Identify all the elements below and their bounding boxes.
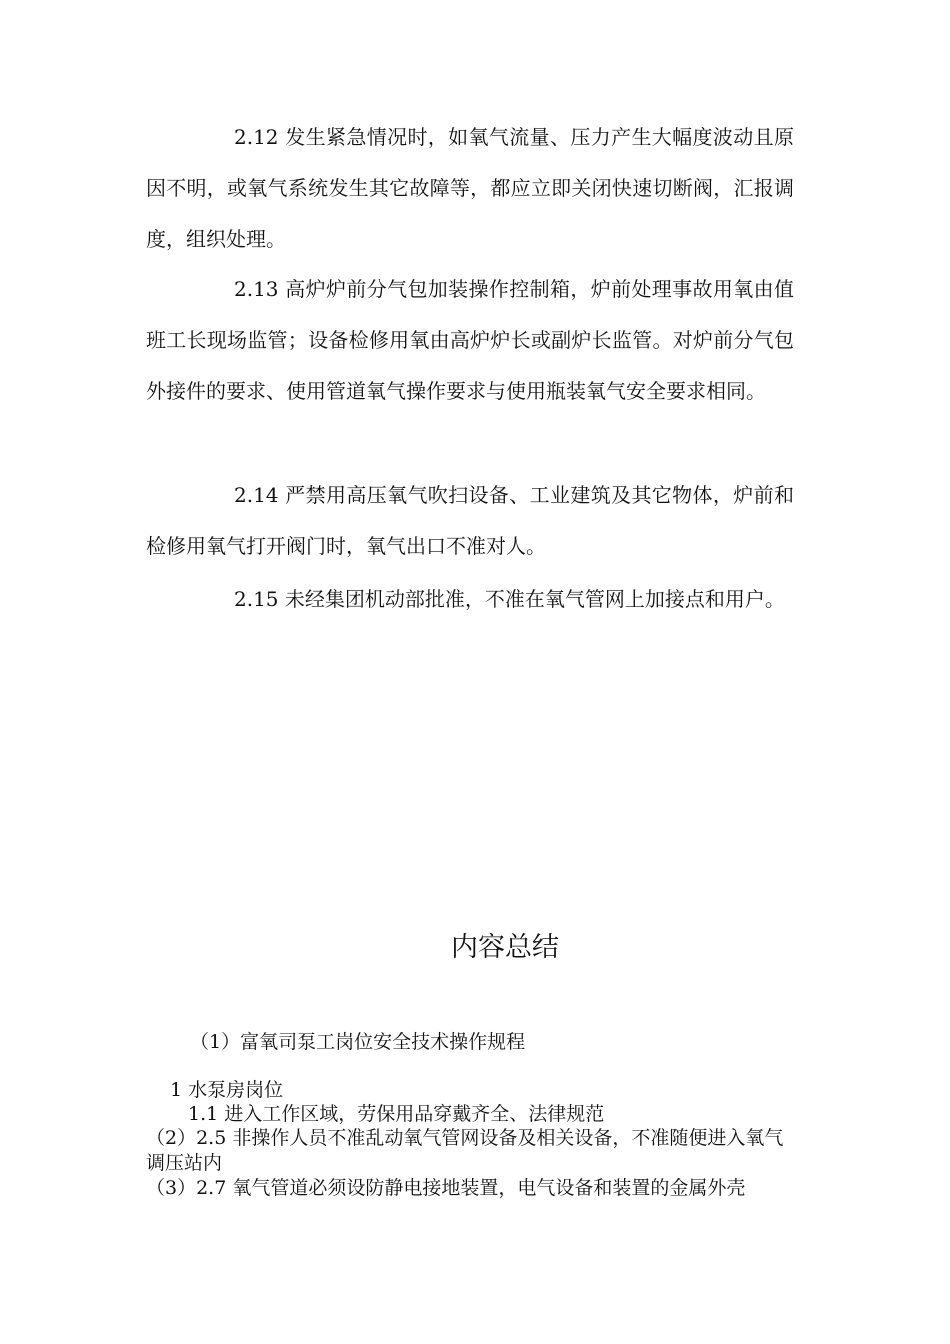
paragraph-2-14: 2.14 严禁用高压氧气吹扫设备、工业建筑及其它物体，炉前和检修用氧气打开阀门时，氧气出口不准对人。 (146, 483, 794, 558)
summary-title: 内容总结 (451, 932, 559, 963)
summary-line-3: 1.1 进入工作区域，劳保用品穿戴齐全、法律规范 (188, 1103, 605, 1125)
paragraph-2-12: 2.12 发生紧急情况时，如氧气流量、压力产生大幅度波动且原因不明，或氧气系统发生其它故障等，都应立即关闭快速切断阀，汇报调度，组织处理。 (146, 125, 794, 251)
summary-line-1: （1）富氧司泵工岗位安全技术操作规程 (190, 1031, 526, 1053)
summary-line-4: （2）2.5 非操作人员不准乱动氧气管网设备及相关设备，不准随便进入氧气调压站内 (146, 1127, 784, 1174)
summary-line-5: （3）2.7 氧气管道必须设防静电接地装置，电气设备和装置的金属外壳 (146, 1177, 746, 1199)
summary-line-2: 1 水泵房岗位 (170, 1079, 284, 1101)
paragraph-2-15: 2.15 未经集团机动部批准，不准在氧气管网上加接点和用户。 (234, 587, 785, 611)
paragraph-2-13: 2.13 高炉炉前分气包加装操作控制箱，炉前处理事故用氧由值班工长现场监管；设备检修用氧由高炉炉长或副炉长监管。对炉前分气包外接件的要求、使用管道氧气操作要求与使用瓶装氧气安全要求相同。 (146, 277, 794, 403)
